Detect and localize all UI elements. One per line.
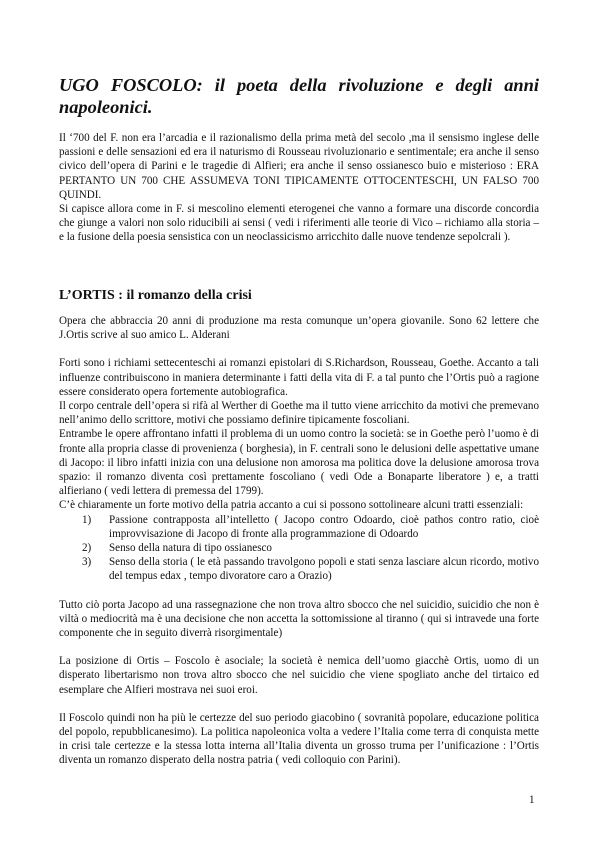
- ortis-paragraph: Forti sono i richiami settecenteschi ai romanzi epistolari di S.Richardson, Rousseau, Goethe. Accanto a tali influenze contribuiscono in maniera determinante i fatti della vita di F. a tal punto che l’Ortis può a ragione essere considerato opera fortemente autobiografica.: [59, 357, 539, 398]
- list-item-number: 1): [82, 513, 92, 526]
- list-item: [82, 555, 539, 583]
- intro-paragraph: Il ‘700 del F. non era l’arcadia e il razionalismo della prima metà del secolo ,ma il sensismo inglese delle passioni e delle sensazioni ed era il naturismo di Rousseau rivoluzionario e sentimentale; era anche il senso civico dell’opera di Parini e le tragedie di Alfieri; era anche il senso ossianesco buio e misterioso : ERA PERTANTO UN 700 CHE ASSUMEVA TONI TIPICAMENTE OTTOCENTESCHI, UN FALSO 700 QUINDI.: [59, 132, 539, 201]
- intro-paragraph: Si capisce allora come in F. si mescolino elementi eterogenei che vanno a formare una discorde concordia che giunge a valori non solo riducibili ai sensi ( vedi i riferimenti alle teorie di Vico – richiamo alla storia – e la fusione della poesia sensistica con un neoclassicismo arricchito dalle nuove tendenze sepolcrali ).: [59, 203, 539, 244]
- page-number: 1: [529, 794, 535, 806]
- closing-paragraph: Tutto ciò porta Jacopo ad una rassegnazione che non trova altro sbocco che nel suicidio, suicidio che non è viltà o mediocrità ma è una decisione che non accetta la sottomissione al tiranno ( qui si intravede una forte componente che in seguito diverrà risorgimentale): [59, 598, 539, 640]
- document-title: UGO FOSCOLO: il poeta della rivoluzione e degli anni napoleonici.: [59, 75, 539, 117]
- list-item-text: Passione contrapposta all’intelletto ( Jacopo contro Odoardo, cioè pathos contro ratio, cioè improvvisazione di Jacopo di fronte alla programmazione di Odoardo: [109, 513, 539, 540]
- closing-paragraph: Il Foscolo quindi non ha più le certezze del suo periodo giacobino ( sovranità popolare, educazione politica del popolo, repubblicanesimo). La politica napoleonica volta a vedere l’Italia come terra di conquista mette in crisi tale certezze e la stessa lotta interna all’Italia diventa un grosso truma per l’unificazione : l’Ortis diventa un romanzo disperato della nostra patria ( vedi colloquio con Parini).: [59, 711, 539, 767]
- list-item: [82, 513, 539, 541]
- ortis-intro-paragraph: Opera che abbraccia 20 anni di produzione ma resta comunque un’opera giovanile. Sono 62 lettere che J.Ortis scrive al suo amico L. Alderani: [59, 315, 539, 342]
- list-item-number: 3): [82, 556, 92, 569]
- list-item-text: Senso della storia ( le età passando travolgono popoli e stati senza lasciare alcun ricordo, motivo del tempus edax , tempo divoratore caro a Orazio): [109, 556, 539, 583]
- ortis-paragraph: Entrambe le opere affrontano infatti il problema di un uomo contro la società: se in Goethe però l’uomo è di fronte alla propria classe di provenienza ( borghesia), in F. centrali sono le delusioni delle aspettative umane di Jacopo: il libro infatti inizia con una delusione non amorosa ma politica dove la delusione amorosa trova spazio: il romanzo diventa così prettamente foscoliano ( vedi Ode a Bonaparte liberatore ) e, a tratti alfieriano ( vedi lettera di premessa del 1799).: [59, 428, 539, 498]
- list-item-text: Senso della natura di tipo ossianesco: [109, 542, 272, 555]
- section-heading: L’ORTIS : il romanzo della crisi: [59, 288, 252, 303]
- closing-paragraph: La posizione di Ortis – Foscolo è asociale; la società è nemica dell’uomo giacchè Ortis, uomo di un disperato libertarismo non trova altro sbocco che nel suicidio che viene spogliato anche del tirtaico ed esemplare che Alfieri mostrava nei suoi eroi.: [59, 655, 539, 696]
- list-item-number: 2): [82, 542, 92, 555]
- essential-traits-list: [59, 513, 539, 584]
- ortis-paragraph: Il corpo centrale dell’opera si rifà al Werther di Goethe ma il tutto viene arricchito da motivi che premevano nell’animo dello scrittore, motivi che possiamo definire tipicamente foscoliani.: [59, 400, 539, 427]
- list-item: [82, 541, 539, 555]
- ortis-section: [59, 314, 539, 768]
- ortis-paragraph: C’è chiaramente un forte motivo della patria accanto a cui si possono sottolineare alcuni tratti essenziali:: [59, 499, 524, 512]
- intro-section: [59, 131, 539, 245]
